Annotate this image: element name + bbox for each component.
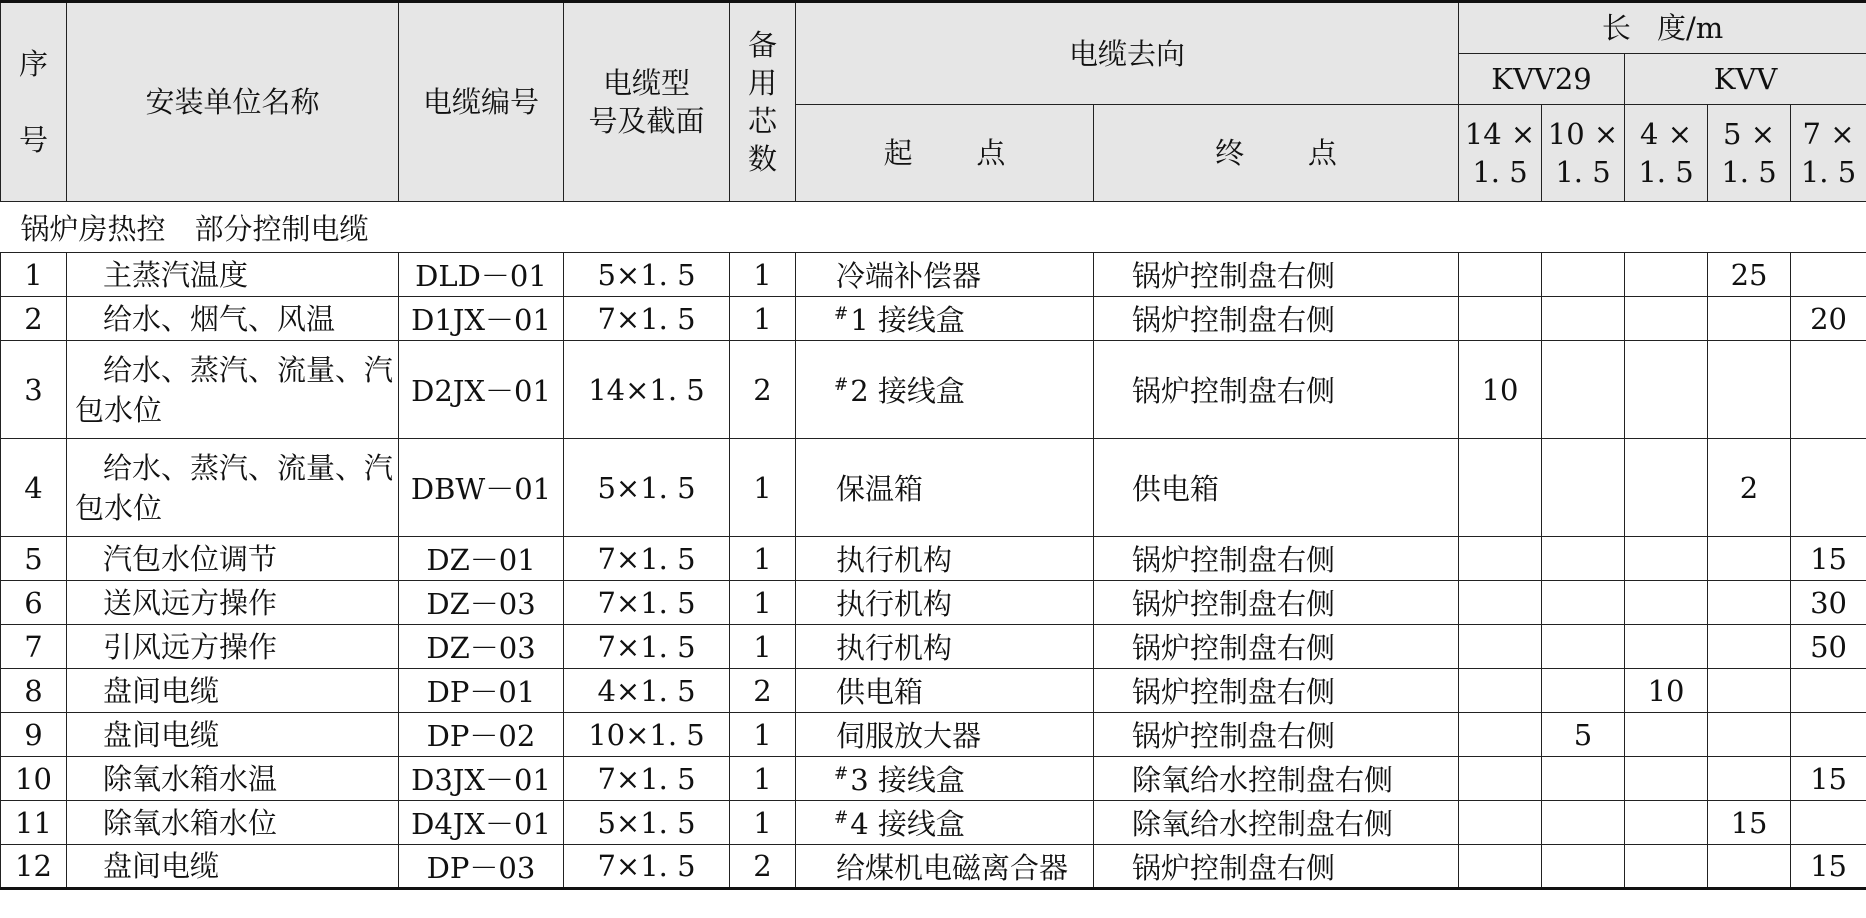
cell-from-text: 2 接线盒 — [850, 374, 965, 408]
size-4-a: 4 × — [1640, 117, 1692, 151]
header-to — [1094, 105, 1459, 202]
cell-from — [796, 341, 1094, 439]
cell-len-7 — [1791, 439, 1866, 537]
cell-cable-type: 7×1. 5 — [564, 845, 730, 889]
cell-no: 4 — [1, 439, 67, 537]
table-body — [1, 202, 1866, 889]
header-spare — [730, 2, 796, 202]
size-5-a: 5 × — [1723, 117, 1775, 151]
cell-cable-no: DP－01 — [399, 669, 564, 713]
cell-unit-name: 给水、蒸汽、流量、汽包水位 — [67, 341, 399, 439]
cell-no: 2 — [1, 297, 67, 341]
cell-len-4 — [1625, 845, 1708, 889]
cell-spare: 1 — [730, 625, 796, 669]
cell-len-5 — [1708, 341, 1791, 439]
cell-cable-type: 7×1. 5 — [564, 537, 730, 581]
cell-no: 5 — [1, 537, 67, 581]
cell-unit-name: 引风远方操作 — [67, 625, 399, 669]
cell-from — [796, 439, 1094, 537]
hash-mark: # — [834, 808, 849, 828]
cell-cable-type: 7×1. 5 — [564, 581, 730, 625]
size-4-b: 1. 5 — [1638, 155, 1694, 189]
cell-len-7 — [1791, 713, 1866, 757]
header-length — [1459, 2, 1866, 54]
cell-len-7: 20 — [1791, 297, 1866, 341]
size-10-b: 1. 5 — [1555, 155, 1611, 189]
cell-to: 锅炉控制盘右侧 — [1094, 669, 1459, 713]
cell-cable-type: 7×1. 5 — [564, 625, 730, 669]
cell-spare: 1 — [730, 581, 796, 625]
cell-to: 除氧给水控制盘右侧 — [1094, 801, 1459, 845]
cell-no: 9 — [1, 713, 67, 757]
cell-from-text: 4 接线盒 — [850, 807, 965, 841]
cell-cable-no: DZ－03 — [399, 625, 564, 669]
cell-len-10 — [1542, 253, 1625, 297]
cell-len-10 — [1542, 625, 1625, 669]
header-spare-line4: 数 — [747, 142, 777, 176]
cell-len-14 — [1459, 713, 1542, 757]
header-from-a: 起 — [883, 136, 913, 170]
header-seq-line1: 序 — [18, 47, 48, 81]
header-length-b: 度/m — [1656, 11, 1724, 45]
cell-to: 锅炉控制盘右侧 — [1094, 713, 1459, 757]
cell-spare: 2 — [730, 669, 796, 713]
cell-from-text: 供电箱 — [836, 675, 924, 709]
cell-len-10 — [1542, 439, 1625, 537]
cell-len-7: 50 — [1791, 625, 1866, 669]
cell-len-4: 10 — [1625, 669, 1708, 713]
cell-spare: 1 — [730, 801, 796, 845]
header-size-5 — [1708, 105, 1791, 202]
size-5-b: 1. 5 — [1721, 155, 1777, 189]
cell-cable-type: 10×1. 5 — [564, 713, 730, 757]
cell-no: 6 — [1, 581, 67, 625]
cell-spare: 1 — [730, 713, 796, 757]
cell-unit-name: 盘间电缆 — [67, 713, 399, 757]
cell-no: 12 — [1, 845, 67, 889]
header-size-7 — [1791, 105, 1866, 202]
cell-from — [796, 581, 1094, 625]
cell-spare: 1 — [730, 253, 796, 297]
header-cable-type-line2: 号及截面 — [588, 104, 705, 138]
cell-unit-name: 送风远方操作 — [67, 581, 399, 625]
cell-len-10 — [1542, 845, 1625, 889]
hash-mark: # — [834, 375, 849, 395]
cell-len-10 — [1542, 297, 1625, 341]
cell-len-5: 25 — [1708, 253, 1791, 297]
cell-spare: 1 — [730, 297, 796, 341]
header-spare-line1: 备 — [747, 28, 777, 62]
cell-len-14 — [1459, 757, 1542, 801]
hash-mark: # — [834, 764, 849, 784]
cell-len-4 — [1625, 625, 1708, 669]
cell-len-14 — [1459, 537, 1542, 581]
cell-cable-no: DLD－01 — [399, 253, 564, 297]
cell-from-text: 冷端补偿器 — [836, 259, 982, 293]
cell-len-14: 10 — [1459, 341, 1542, 439]
cell-len-7 — [1791, 341, 1866, 439]
cell-no: 1 — [1, 253, 67, 297]
cell-cable-no: DP－03 — [399, 845, 564, 889]
cell-unit-name: 除氧水箱水位 — [67, 801, 399, 845]
table-row — [1, 845, 1866, 889]
header-size-4 — [1625, 105, 1708, 202]
table-header — [1, 2, 1866, 202]
cell-len-5 — [1708, 625, 1791, 669]
cell-len-5: 2 — [1708, 439, 1791, 537]
cell-len-10 — [1542, 757, 1625, 801]
cell-len-4 — [1625, 253, 1708, 297]
cell-cable-no: DZ－03 — [399, 581, 564, 625]
header-size-10 — [1542, 105, 1625, 202]
cell-spare: 2 — [730, 845, 796, 889]
header-to-b: 点 — [1307, 136, 1337, 170]
cell-to: 锅炉控制盘右侧 — [1094, 253, 1459, 297]
cell-cable-type: 7×1. 5 — [564, 297, 730, 341]
cell-len-7: 15 — [1791, 757, 1866, 801]
header-cable-no: 电缆编号 — [399, 2, 564, 202]
section-title: 锅炉房热控 部分控制电缆 — [1, 202, 1866, 253]
cell-cable-no: DZ－01 — [399, 537, 564, 581]
cell-len-14 — [1459, 669, 1542, 713]
cell-cable-type: 7×1. 5 — [564, 757, 730, 801]
header-seq — [1, 2, 67, 202]
cell-len-10 — [1542, 581, 1625, 625]
size-7-b: 1. 5 — [1800, 155, 1857, 189]
table-row — [1, 757, 1866, 801]
table-row — [1, 581, 1866, 625]
cell-to: 供电箱 — [1094, 439, 1459, 537]
cell-no: 3 — [1, 341, 67, 439]
cell-to: 除氧给水控制盘右侧 — [1094, 757, 1459, 801]
cell-cable-no: D3JX－01 — [399, 757, 564, 801]
cell-cable-no: D4JX－01 — [399, 801, 564, 845]
cell-len-5 — [1708, 537, 1791, 581]
cell-len-7: 15 — [1791, 537, 1866, 581]
cell-len-14 — [1459, 253, 1542, 297]
cell-from — [796, 625, 1094, 669]
cell-cable-no: D2JX－01 — [399, 341, 564, 439]
cell-len-10: 5 — [1542, 713, 1625, 757]
cell-cable-no: DBW－01 — [399, 439, 564, 537]
cell-from — [796, 253, 1094, 297]
cell-len-4 — [1625, 581, 1708, 625]
cell-to: 锅炉控制盘右侧 — [1094, 581, 1459, 625]
cell-spare: 1 — [730, 439, 796, 537]
cell-from — [796, 669, 1094, 713]
cell-len-5 — [1708, 297, 1791, 341]
cell-unit-name: 主蒸汽温度 — [67, 253, 399, 297]
cell-from-text: 3 接线盒 — [850, 763, 965, 797]
cell-len-14 — [1459, 297, 1542, 341]
header-cable-type-line1: 电缆型 — [602, 66, 690, 100]
cell-unit-name: 给水、蒸汽、流量、汽包水位 — [67, 439, 399, 537]
size-10-a: 10 × — [1547, 117, 1619, 151]
table-row — [1, 537, 1866, 581]
cell-to: 锅炉控制盘右侧 — [1094, 341, 1459, 439]
cell-from — [796, 713, 1094, 757]
size-7-a: 7 × — [1802, 117, 1855, 151]
header-to-a: 终 — [1215, 136, 1245, 170]
cell-cable-no: D1JX－01 — [399, 297, 564, 341]
table-row — [1, 713, 1866, 757]
cell-len-10 — [1542, 537, 1625, 581]
section-row — [1, 202, 1866, 253]
cell-len-7 — [1791, 801, 1866, 845]
cell-len-14 — [1459, 439, 1542, 537]
cell-len-10 — [1542, 669, 1625, 713]
cell-len-10 — [1542, 801, 1625, 845]
cell-cable-type: 5×1. 5 — [564, 801, 730, 845]
cell-len-10 — [1542, 341, 1625, 439]
cell-len-4 — [1625, 341, 1708, 439]
cell-cable-type: 5×1. 5 — [564, 439, 730, 537]
cell-from — [796, 801, 1094, 845]
cell-from-text: 执行机构 — [836, 631, 953, 665]
size-14-b: 1. 5 — [1472, 155, 1528, 189]
header-group-kvv: KVV — [1625, 54, 1866, 105]
cell-unit-name: 给水、烟气、风温 — [67, 297, 399, 341]
cell-spare: 1 — [730, 757, 796, 801]
table-row — [1, 625, 1866, 669]
cell-len-5: 15 — [1708, 801, 1791, 845]
cell-len-4 — [1625, 801, 1708, 845]
cell-cable-type: 5×1. 5 — [564, 253, 730, 297]
cell-from — [796, 297, 1094, 341]
cell-from — [796, 845, 1094, 889]
header-unit-name: 安装单位名称 — [67, 2, 399, 202]
cell-from-text: 1 接线盒 — [850, 303, 965, 337]
cell-no: 7 — [1, 625, 67, 669]
cell-spare: 2 — [730, 341, 796, 439]
cell-len-7: 30 — [1791, 581, 1866, 625]
header-from-b: 点 — [976, 136, 1006, 170]
header-from — [796, 105, 1094, 202]
cell-len-4 — [1625, 757, 1708, 801]
cell-len-5 — [1708, 713, 1791, 757]
cell-to: 锅炉控制盘右侧 — [1094, 845, 1459, 889]
cell-no: 10 — [1, 757, 67, 801]
header-seq-line2: 号 — [18, 123, 48, 157]
table-row — [1, 669, 1866, 713]
cell-spare: 1 — [730, 537, 796, 581]
cell-unit-name: 盘间电缆 — [67, 669, 399, 713]
cell-len-7: 15 — [1791, 845, 1866, 889]
cell-from — [796, 757, 1094, 801]
table-row — [1, 439, 1866, 537]
cell-to: 锅炉控制盘右侧 — [1094, 297, 1459, 341]
cell-len-5 — [1708, 581, 1791, 625]
cell-from-text: 保温箱 — [836, 472, 924, 506]
table-row — [1, 253, 1866, 297]
header-direction: 电缆去向 — [796, 2, 1459, 105]
size-14-a: 14 × — [1464, 117, 1536, 151]
cell-len-5 — [1708, 845, 1791, 889]
cell-len-14 — [1459, 801, 1542, 845]
cell-unit-name: 除氧水箱水温 — [67, 757, 399, 801]
cell-len-7 — [1791, 253, 1866, 297]
header-spare-line3: 芯 — [747, 104, 777, 138]
hash-mark: # — [834, 304, 849, 324]
header-spare-line2: 用 — [747, 66, 777, 100]
cell-len-14 — [1459, 625, 1542, 669]
table-row — [1, 801, 1866, 845]
header-cable-type — [564, 2, 730, 202]
cell-to: 锅炉控制盘右侧 — [1094, 625, 1459, 669]
cell-from-text: 伺服放大器 — [836, 719, 982, 753]
table-row — [1, 341, 1866, 439]
cell-to: 锅炉控制盘右侧 — [1094, 537, 1459, 581]
cell-len-4 — [1625, 537, 1708, 581]
cell-unit-name: 汽包水位调节 — [67, 537, 399, 581]
cell-len-5 — [1708, 757, 1791, 801]
header-size-14 — [1459, 105, 1542, 202]
cell-len-14 — [1459, 845, 1542, 889]
cell-cable-type: 4×1. 5 — [564, 669, 730, 713]
cell-from-text: 执行机构 — [836, 587, 953, 621]
cell-from-text: 执行机构 — [836, 543, 953, 577]
table-row — [1, 297, 1866, 341]
cell-unit-name: 盘间电缆 — [67, 845, 399, 889]
cell-len-5 — [1708, 669, 1791, 713]
cell-cable-no: DP－02 — [399, 713, 564, 757]
cell-len-7 — [1791, 669, 1866, 713]
cell-no: 11 — [1, 801, 67, 845]
cell-cable-type: 14×1. 5 — [564, 341, 730, 439]
cell-len-4 — [1625, 713, 1708, 757]
header-length-a: 长 — [1601, 11, 1631, 45]
header-group-kvv29: KVV29 — [1459, 54, 1625, 105]
cell-len-4 — [1625, 297, 1708, 341]
cell-from — [796, 537, 1094, 581]
cell-no: 8 — [1, 669, 67, 713]
cell-len-14 — [1459, 581, 1542, 625]
cell-from-text: 给煤机电磁离合器 — [836, 850, 1069, 885]
cell-len-4 — [1625, 439, 1708, 537]
